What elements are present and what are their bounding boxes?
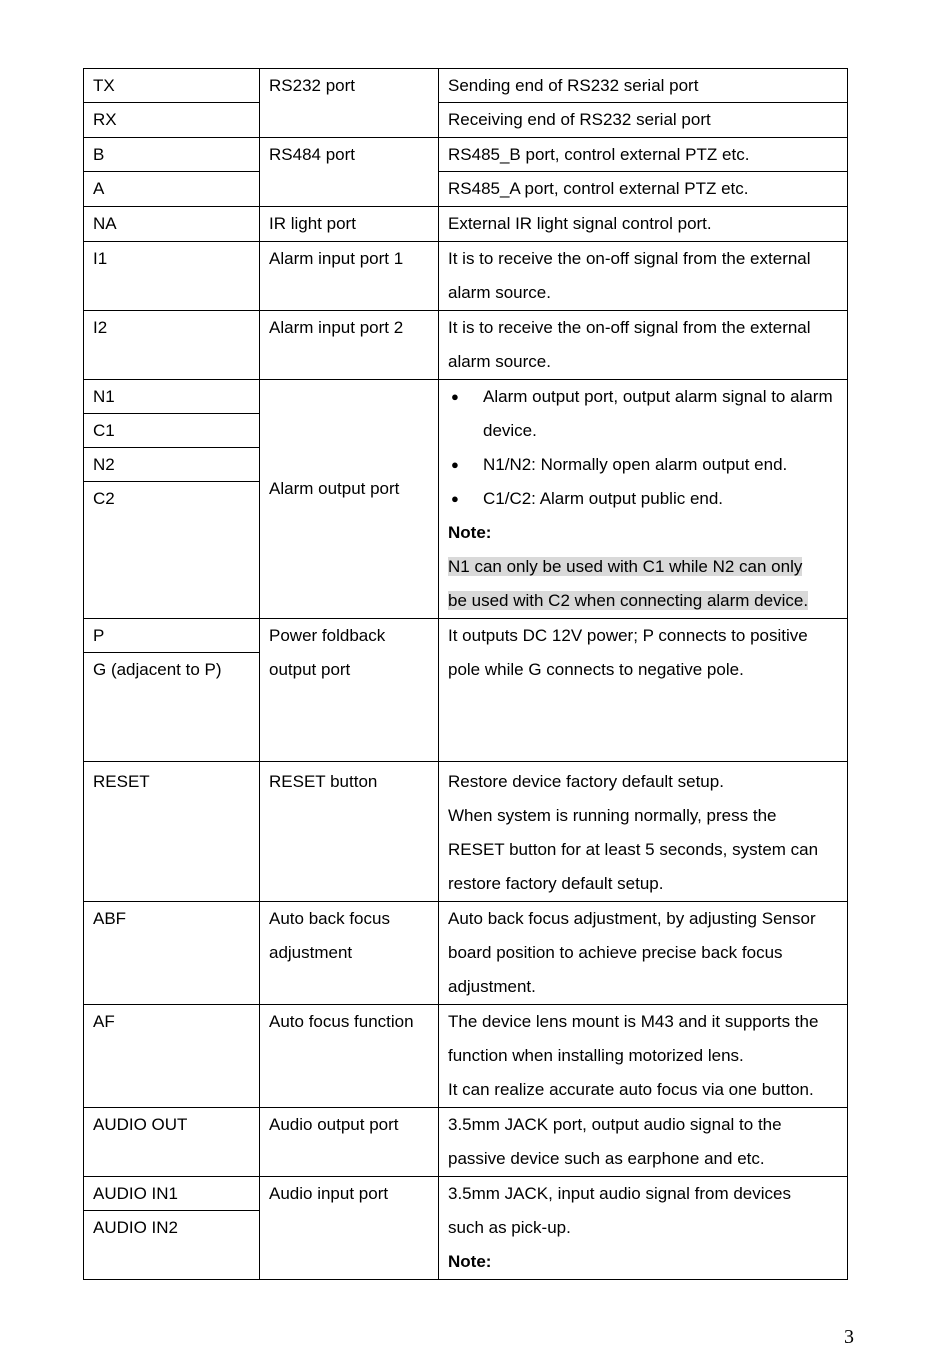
port-label: AUDIO OUT xyxy=(84,1108,260,1177)
desc-line: 3.5mm JACK, input audio signal from devices xyxy=(448,1184,791,1203)
port-name: IR light port xyxy=(260,207,439,242)
port-label: RESET xyxy=(84,762,260,902)
note-line: N1 can only be used with C1 while N2 can only xyxy=(448,557,803,576)
port-desc xyxy=(439,311,848,380)
port-label: AUDIO IN1 xyxy=(84,1177,259,1211)
desc-line: passive device such as earphone and etc. xyxy=(448,1149,765,1168)
port-name: Auto focus function xyxy=(260,1005,439,1108)
desc-line: When system is running normally, press the xyxy=(448,806,777,825)
name-line: output port xyxy=(269,660,351,679)
table-row xyxy=(84,138,848,207)
port-name: RS232 port xyxy=(260,69,439,138)
port-name: RS484 port xyxy=(260,138,439,207)
port-label: I2 xyxy=(84,311,260,380)
port-description-table xyxy=(83,68,848,1280)
port-label: TX xyxy=(84,69,259,103)
port-name: RESET button xyxy=(260,762,439,902)
port-desc xyxy=(439,762,848,902)
table-row xyxy=(84,242,848,311)
port-label: AUDIO IN2 xyxy=(93,1218,179,1237)
desc-line: It is to receive the on-off signal from the external xyxy=(448,249,811,268)
port-label: C2 xyxy=(93,489,115,508)
table-row xyxy=(84,380,848,619)
port-desc xyxy=(439,242,848,311)
port-cell xyxy=(84,380,260,619)
desc-line: Auto back focus adjustment, by adjusting Sensor xyxy=(448,909,816,928)
port-name: Audio input port xyxy=(260,1177,439,1280)
desc-line: function when installing motorized lens. xyxy=(448,1046,744,1065)
note-line: be used with C2 when connecting alarm device. xyxy=(448,591,809,610)
table-row xyxy=(84,1177,848,1280)
port-desc xyxy=(439,380,848,619)
port-label: N2 xyxy=(84,448,259,482)
desc-line: alarm source. xyxy=(448,352,551,371)
desc-line: pole while G connects to negative pole. xyxy=(448,660,744,679)
page-number: 3 xyxy=(844,1326,854,1348)
desc-line: restore factory default setup. xyxy=(448,874,664,893)
port-desc xyxy=(439,902,848,1005)
desc-line: RESET button for at least 5 seconds, system can xyxy=(448,840,819,859)
bullet-item: ● Alarm output port, output alarm signal to alarm device. xyxy=(448,380,841,448)
port-desc xyxy=(439,619,848,762)
port-label: NA xyxy=(84,207,260,242)
table-row xyxy=(84,902,848,1005)
name-line: adjustment xyxy=(269,943,353,962)
table-row xyxy=(84,1005,848,1108)
table-row xyxy=(84,619,848,762)
desc-line: It is to receive the on-off signal from the external xyxy=(448,318,811,337)
port-label: G (adjacent to P) xyxy=(93,660,222,679)
port-name: Alarm input port 1 xyxy=(260,242,439,311)
port-label: ABF xyxy=(84,902,260,1005)
desc-line: It can realize accurate auto focus via one button. xyxy=(448,1080,814,1099)
desc-line: adjustment. xyxy=(448,977,536,996)
port-label: A xyxy=(93,179,105,198)
bullet-item: ● C1/C2: Alarm output public end. xyxy=(448,482,841,516)
desc-line: Sending end of RS232 serial port xyxy=(439,69,847,103)
port-label: N1 xyxy=(84,380,259,414)
table-row xyxy=(84,69,848,138)
name-line: Auto back focus xyxy=(269,909,390,928)
port-label: RX xyxy=(93,110,117,129)
bullet-item: ● N1/N2: Normally open alarm output end. xyxy=(448,448,841,482)
table-row xyxy=(84,762,848,902)
desc-line: such as pick-up. xyxy=(448,1218,571,1237)
port-name: Alarm input port 2 xyxy=(260,311,439,380)
desc-line: RS485_B port, control external PTZ etc. xyxy=(439,138,847,172)
port-name: Audio output port xyxy=(260,1108,439,1177)
name-line: Power foldback xyxy=(269,626,386,645)
desc-line: Receiving end of RS232 serial port xyxy=(448,110,711,129)
desc-line: The device lens mount is M43 and it supports the xyxy=(448,1012,819,1031)
port-name xyxy=(260,902,439,1005)
port-name: Alarm output port xyxy=(260,380,439,619)
port-label: I1 xyxy=(84,242,260,311)
port-label: AF xyxy=(84,1005,260,1108)
port-label: C1 xyxy=(84,414,259,448)
port-desc xyxy=(439,1177,848,1280)
table-row xyxy=(84,311,848,380)
table-row xyxy=(84,207,848,242)
table-row xyxy=(84,1108,848,1177)
desc-line: board position to achieve precise back focus xyxy=(448,943,783,962)
port-cell xyxy=(84,619,260,762)
desc-line: Restore device factory default setup. xyxy=(448,772,724,791)
port-label: B xyxy=(84,138,259,172)
port-cell xyxy=(84,138,260,207)
port-desc xyxy=(439,138,848,207)
port-desc: External IR light signal control port. xyxy=(439,207,848,242)
port-cell xyxy=(84,1177,260,1280)
port-desc xyxy=(439,69,848,138)
port-cell xyxy=(84,69,260,138)
desc-line: alarm source. xyxy=(448,283,551,302)
desc-line: 3.5mm JACK port, output audio signal to the xyxy=(448,1115,782,1134)
desc-line: RS485_A port, control external PTZ etc. xyxy=(448,179,749,198)
note-title: Note: xyxy=(448,1252,492,1271)
port-name xyxy=(260,619,439,762)
note-title: Note: xyxy=(448,523,492,542)
port-desc xyxy=(439,1108,848,1177)
port-label: P xyxy=(84,619,259,653)
port-desc xyxy=(439,1005,848,1108)
desc-line: It outputs DC 12V power; P connects to positive xyxy=(448,626,808,645)
